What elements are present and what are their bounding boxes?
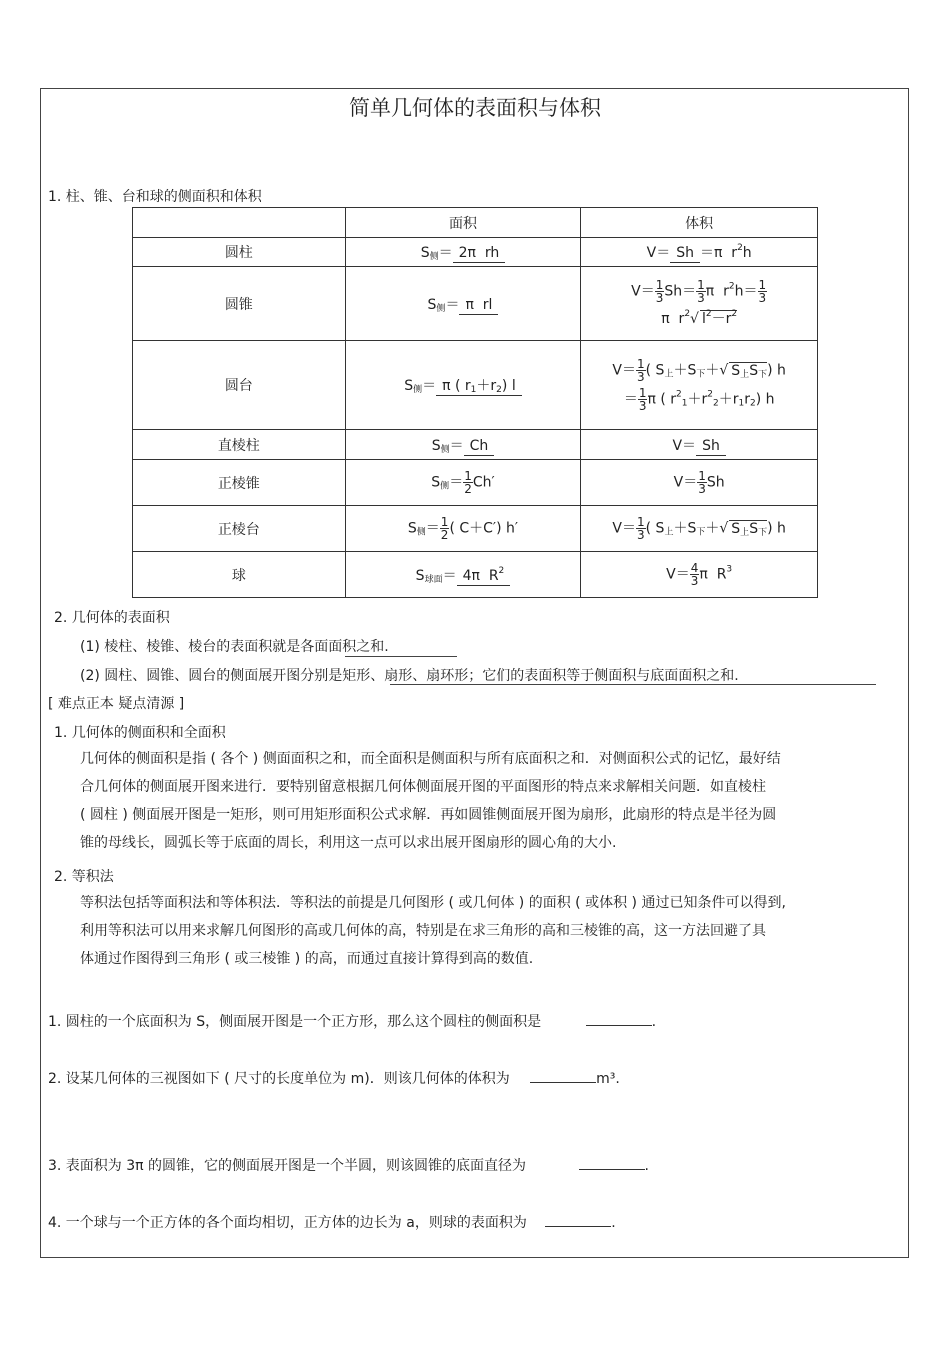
table-row [133,430,818,460]
difficulty-point-1-text [80,745,781,857]
exercise-tail: . [644,1158,649,1174]
solid-name: 正棱锥 [133,460,346,506]
area-formula: $S_侧= \pi$ ( $r_1+r_2$) l [345,341,581,430]
paragraph-line: 几何体的侧面积是指 ( 各个 ) 侧面面积之和，而全面积是侧面积与所有底面积之和．对侧面积公式的记忆，最好结 [80,751,781,767]
exercise-2 [48,1068,620,1088]
paragraph-line: ( 圆柱 ) 侧面展开图是一矩形，则可用矩形面积公式求解．再如圆锥侧面展开图为扇形，此扇形的特点是半径为圆 [80,807,777,823]
answer-underline [345,656,457,657]
exercise-text: 2. 设某几何体的三视图如下 ( 尺寸的长度单位为 m)．则该几何体的体积为 [48,1071,510,1087]
paragraph-line: 合几何体的侧面展开图来进行．要特别留意根据几何体侧面展开图的平面图形的特点来求解相关问题．如直棱柱 [80,779,766,795]
section-heading-1: 1. 柱、锥、台和球的侧面积和体积 [48,189,262,205]
table-header: 面积 [345,208,581,238]
paragraph-line: 体通过作图得到三角形 ( 或三棱锥 ) 的高，而通过直接计算得到高的数值. [80,951,534,967]
exercise-text: 1. 圆柱的一个底面积为 S，侧面展开图是一个正方形，那么这个圆柱的侧面积是 [48,1014,542,1030]
volume-formula: V＝ $\frac{1}{3}$ ( $S_上+S_下+√$ $S_上S_下$) h ＝ $\frac{1}{3}$ π ( $r^2_1+r^2_2+r_1r_2$) h [581,341,818,430]
area-formula: $S_侧= Ch$ [345,430,581,460]
exercise-tail: . [651,1014,657,1030]
answer-blank[interactable] [579,1169,645,1170]
solid-name: 圆锥 [133,267,346,341]
solid-name: 直棱柱 [133,430,346,460]
difficulty-point-1-heading: 1. 几何体的侧面积和全面积 [54,725,226,741]
volume-formula: V＝ Sh [581,430,818,460]
area-formula: $S_侧=$ $\frac{1}{2}$ ( C＋C′) h′ [345,506,581,552]
exercise-text: 3. 表面积为 3π 的圆锥，它的侧面展开图是一个半圆，则该圆锥的底面直径为 [48,1158,527,1174]
volume-formula: V＝ $\frac{1}{3}$ Sh＝ $\frac{1}{3}$ π $r^2h=$ $\frac{1}{3}$ π $r^2√$ $l^2-r^2$ [581,267,818,341]
volume-formula: V＝ $\frac{1}{3}$ Sh [581,460,818,506]
paragraph-line: 利用等积法可以用来求解几何图形的高或几何体的高，特别是在求三角形的高和三棱锥的高，这一方法回避了具 [80,923,766,939]
solid-name: 正棱台 [133,506,346,552]
exercise-tail: m³. [596,1071,620,1087]
section-heading-2: 2. 几何体的表面积 [54,610,170,626]
table-row [133,506,818,552]
table-row [133,341,818,430]
paragraph-line: 锥的母线长，圆弧长等于底面的周长，利用这一点可以求出展开图扇形的圆心角的大小. [80,835,617,851]
surface-area-item-2: (2) 圆柱、圆锥、圆台的侧面展开图分别是矩形、扇形、扇环形；它们的表面积等于侧面积与底面面积之和. [80,668,739,684]
answer-underline [390,684,876,685]
exercise-4 [48,1212,616,1232]
volume-formula: V＝ $\frac{1}{3}$ ( $S_上+S_下+√$ $S_上S_下$) h [581,506,818,552]
volume-formula: V＝ Sh ＝π $r^2h$ [581,238,818,267]
area-formula: $S_侧= 2\pi$ rh [345,238,581,267]
difficulty-heading: [ 难点正本 疑点清源 ] [48,696,185,712]
answer-blank[interactable] [545,1226,611,1227]
answer-blank[interactable] [530,1082,596,1083]
area-formula: $S_{球面}= 4\pi$ $R^2$ [345,552,581,598]
page-title: 简单几何体的表面积与体积 [349,96,601,120]
table-row [133,460,818,506]
table-row [133,552,818,598]
area-formula: $S_侧=$ $\frac{1}{2}$ Ch′ [345,460,581,506]
table-header [133,208,346,238]
volume-formula: V＝ $\frac{4}{3}$ π $R^3$ [581,552,818,598]
area-formula: $S_侧= \pi$ rl [345,267,581,341]
solid-name: 圆台 [133,341,346,430]
exercise-1 [48,1011,656,1031]
table-header-row [133,208,818,238]
formula-table [132,207,818,598]
exercise-tail: . [611,1215,616,1231]
table-header: 体积 [581,208,818,238]
solid-name: 球 [133,552,346,598]
surface-area-item-1: (1) 棱柱、棱锥、棱台的表面积就是各面面积之和. [80,639,389,655]
difficulty-point-2-heading: 2. 等积法 [54,869,114,885]
exercise-3 [48,1155,649,1175]
paragraph-line: 等积法包括等面积法和等体积法．等积法的前提是几何图形 ( 或几何体 ) 的面积 ( 或体积 ) 通过已知条件可以得到, [80,895,786,911]
answer-blank[interactable] [586,1025,652,1026]
exercise-text: 4. 一个球与一个正方体的各个面均相切，正方体的边长为 a，则球的表面积为 [48,1215,527,1231]
table-row [133,238,818,267]
table-row [133,267,818,341]
solid-name: 圆柱 [133,238,346,267]
difficulty-point-2-text [80,889,786,973]
